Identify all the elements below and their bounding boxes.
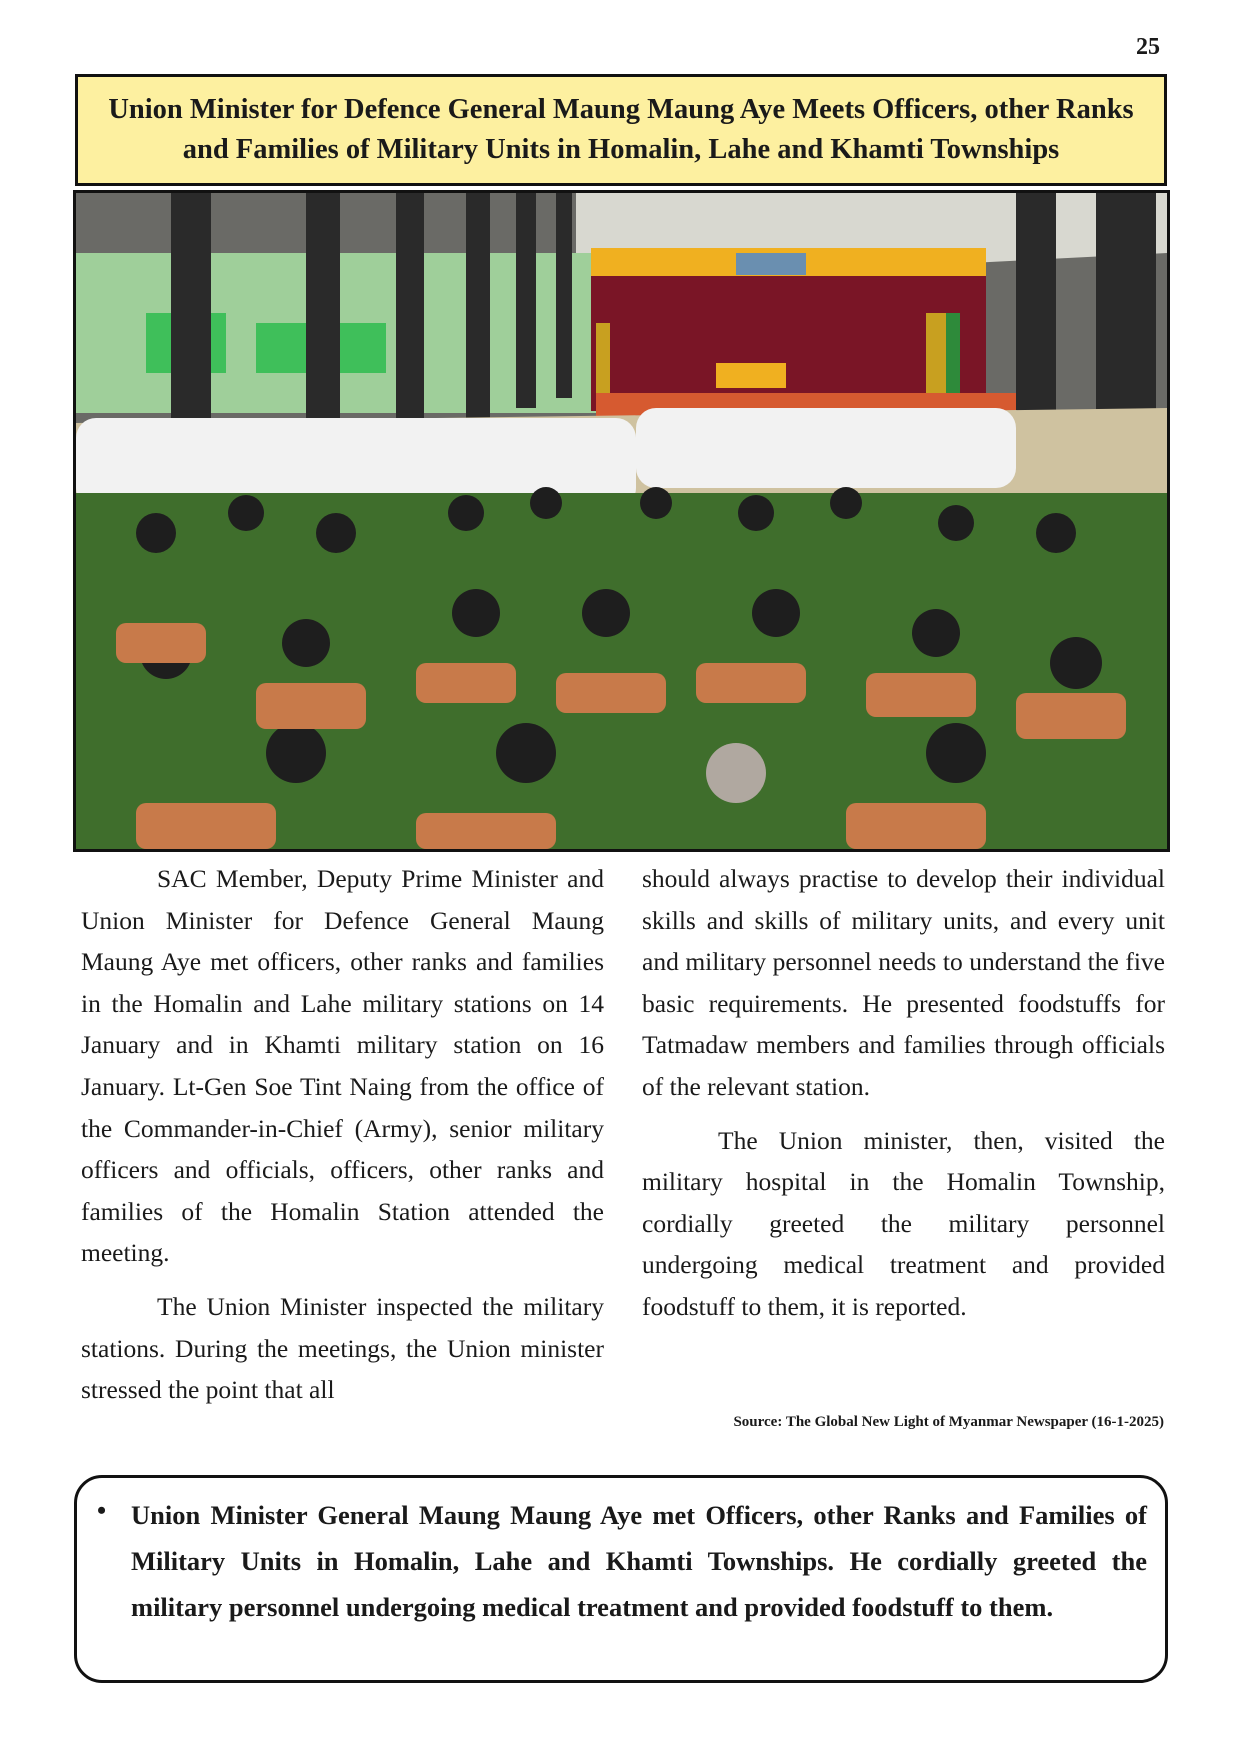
summary-text: Union Minister General Maung Maung Aye met Officers, other Ranks and Families of Military Units in Homalin, Lahe and Khamti Townships. He cordially greeted the military personnel undergoing medical treatment and provided foodstuff to them. [131,1500,1147,1622]
source-citation: Source: The Global New Light of Myanmar Newspaper (16-1-2025) [733,1414,1164,1430]
bullet-icon: • [97,1496,107,1525]
article-paragraph: The Union minister, then, visited the military hospital in the Homalin Township, cordially greeted the military personnel undergoing medical treatment and provided foodstuff to them, it is reported. [642,1125,1165,1321]
article-left-column [81,858,604,1423]
article-photo [73,190,1170,852]
page-number: 25 [1136,34,1160,60]
article-paragraph: should always practise to develop their individual skills and skills of military units, and every unit and military personnel needs to understand the five basic requirements. He presented foodstuffs for Tatmadaw members and families through officials of the relevant station. [642,864,1165,1101]
article-paragraph: The Union Minister inspected the military stations. During the meetings, the Union minister stressed the point that all [81,1291,604,1405]
article-title-box [75,74,1167,186]
article-right-column [642,858,1165,1340]
article-title: Union Minister for Defence General Maung Maung Aye Meets Officers, other Ranks and Families of Military Units in Homalin, Lahe and Khamti Townships [108,94,1134,165]
summary-box [74,1475,1168,1683]
audience-front [76,487,1167,849]
hall-meeting-photo [76,193,1167,849]
article-paragraph: SAC Member, Deputy Prime Minister and Union Minister for Defence General Maung Maung Aye met officers, other ranks and families in the Homalin and Lahe military stations on 14 January and in Khamti military station on 16 January. Lt-Gen Soe Tint Naing from the office of the Commander-in-Chief (Army), senior military officers and officials, officers, other ranks and families of the Homalin Station attended the meeting. [81,864,604,1268]
